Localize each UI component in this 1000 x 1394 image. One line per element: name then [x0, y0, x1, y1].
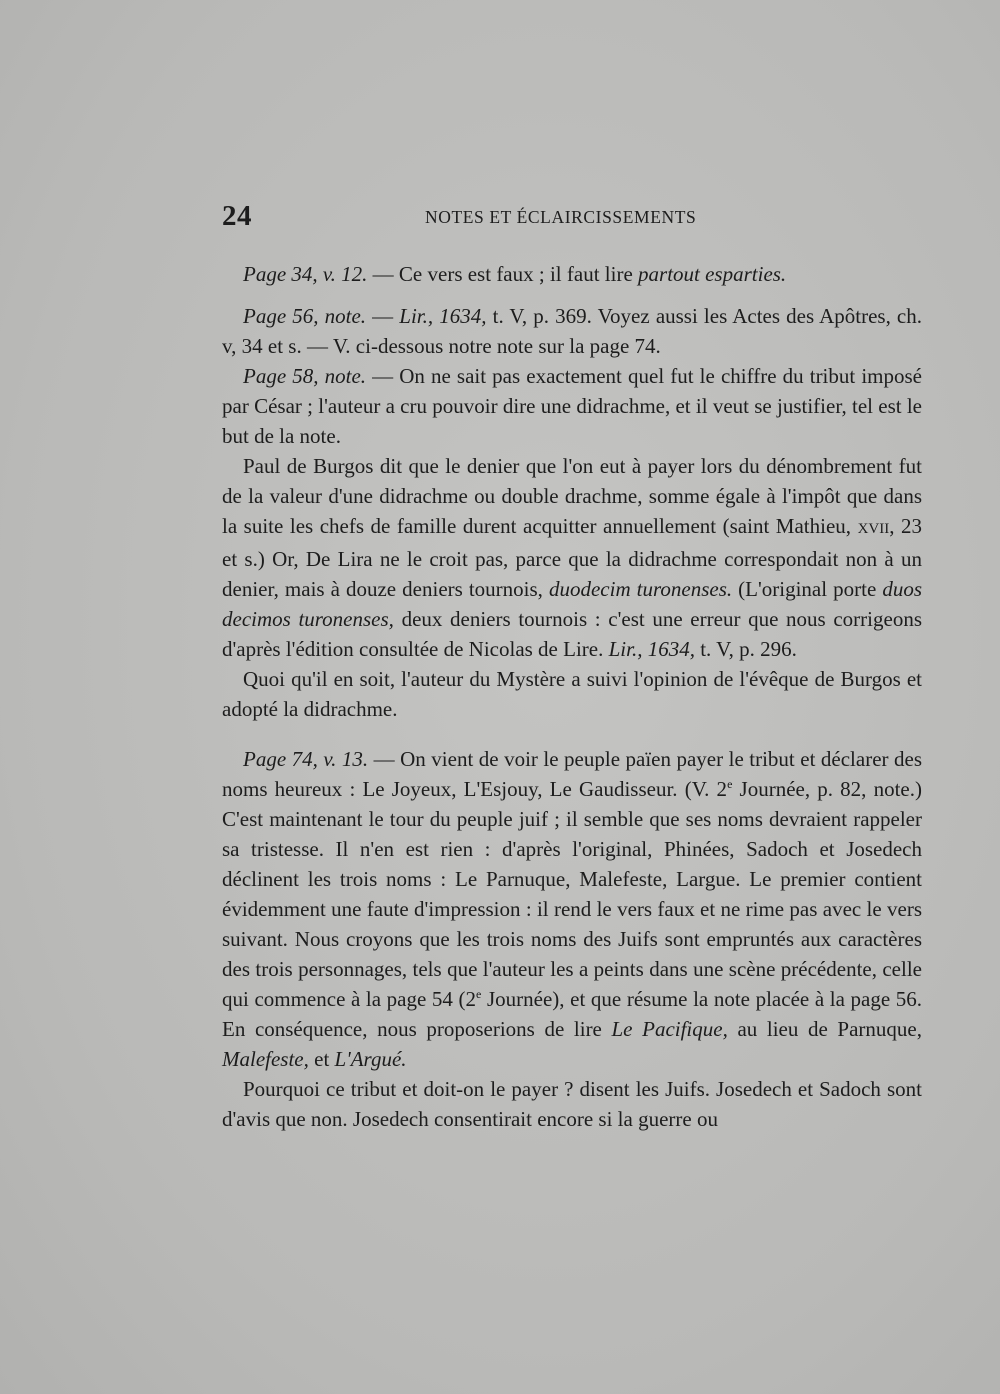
- superscript: e: [476, 987, 482, 1001]
- notes-body: [222, 259, 922, 1134]
- running-title: NOTES ET ÉCLAIRCISSEMENTS: [425, 207, 697, 227]
- note-reference: Page 56, note.: [243, 304, 367, 328]
- note-text: Pourquoi ce tribut et doit-on le payer ? disent les Juifs. Josedech et Sadoch sont d'avis que non. Josedech consentirait encore si la guerre ou: [222, 1077, 922, 1131]
- note-page-56: [222, 301, 922, 361]
- note-text: Journée, p. 82, note.) C'est maintenant le tour du peuple juif ; il semble que ses noms devraient rappeler sa tristesse. Il n'en est rien : d'après l'original, Phinées, Sadoch et Josedech déclinent les trois noms : Le Parnuque, Malefeste, Largue. Le premier contient évidemment une faute d'impression : il rend le vers faux et ne rime pas avec le vers suivant. Nous croyons que les trois noms des Juifs sont empruntés aux caractères des trois personnages, tels que l'auteur les a peints dans une scène précédente, celle qui commence à la page 54 (2: [222, 777, 922, 1011]
- spacer: [222, 724, 922, 744]
- roman-numeral: XVII: [857, 521, 890, 537]
- note-italic: duodecim turonenses.: [548, 577, 733, 601]
- note-page-58: [222, 361, 922, 451]
- page-number: 24: [222, 200, 252, 232]
- note-text: (L'original porte: [732, 577, 883, 601]
- note-page-74-continued: [222, 1074, 922, 1134]
- note-text: au lieu de Parnuque,: [727, 1017, 922, 1041]
- note-text: , 23 et s.) Or, De Lira ne le croit pas, parce que la didrachme correspondait non à un denier, mais à douze deniers tournois,: [222, 514, 923, 601]
- spacer: [222, 289, 922, 301]
- note-reference: Page 58, note.: [243, 364, 367, 388]
- note-text: Quoi qu'il en soit, l'auteur du Mystère a suivi l'opinion de l'évêque de Burgos et adopté la didrachme.: [222, 667, 922, 721]
- superscript: e: [727, 777, 733, 791]
- note-text: t. V, p. 369. Voyez aussi les Actes des Apôtres, ch. v, 34 et s. — V. ci-dessous notre note sur la page 74.: [222, 304, 923, 358]
- note-italic: duos decimos turonenses,: [222, 577, 922, 631]
- page-header: [222, 200, 922, 236]
- note-italic: Lir., 1634,: [399, 304, 487, 328]
- note-italic: partout esparties.: [638, 262, 787, 286]
- note-italic: Lir., 1634,: [608, 637, 695, 661]
- note-page-58-continued: [222, 451, 922, 664]
- note-text: deux deniers tournois : c'est une erreur que nous corrigeons d'après l'édition consultée de Nicolas de Lire.: [222, 607, 922, 661]
- note-text: et: [308, 1047, 335, 1071]
- note-text: —: [366, 304, 400, 328]
- note-text: Journée), et que résume la note placée à la page 56. En conséquence, nous proposerions de lire: [222, 987, 923, 1041]
- note-italic: Le Pacifique,: [611, 1017, 728, 1041]
- note-text: Paul de Burgos dit que le denier que l'on eut à payer lors du dénombrement fut de la valeur d'une didrachme ou double drachme, somme égale à l'impôt que dans la suite les chefs de famille durent acquitter annuellement (saint Mathieu,: [222, 454, 922, 538]
- note-italic: L'Argué.: [334, 1047, 407, 1071]
- note-reference: Page 74, v. 13.: [243, 747, 369, 771]
- note-text: t. V, p. 296.: [694, 637, 797, 661]
- note-page-74: [222, 744, 922, 1074]
- note-reference: Page 34, v. 12.: [243, 262, 368, 286]
- note-text: — On vient de voir le peuple païen payer le tribut et déclarer des noms heureux : Le Joyeux, L'Esjouy, Le Gaudisseur. (V. 2: [222, 747, 922, 801]
- note-page-34: [222, 259, 922, 289]
- note-text: — On ne sait pas exactement quel fut le chiffre du tribut imposé par César ; l'auteur a cru pouvoir dire une didrachme, et il veut se justifier, tel est le but de la note.: [222, 364, 922, 448]
- note-page-58-conclusion: [222, 664, 922, 724]
- note-italic: Malefeste,: [222, 1047, 309, 1071]
- note-text: — Ce vers est faux ; il faut lire: [367, 262, 639, 286]
